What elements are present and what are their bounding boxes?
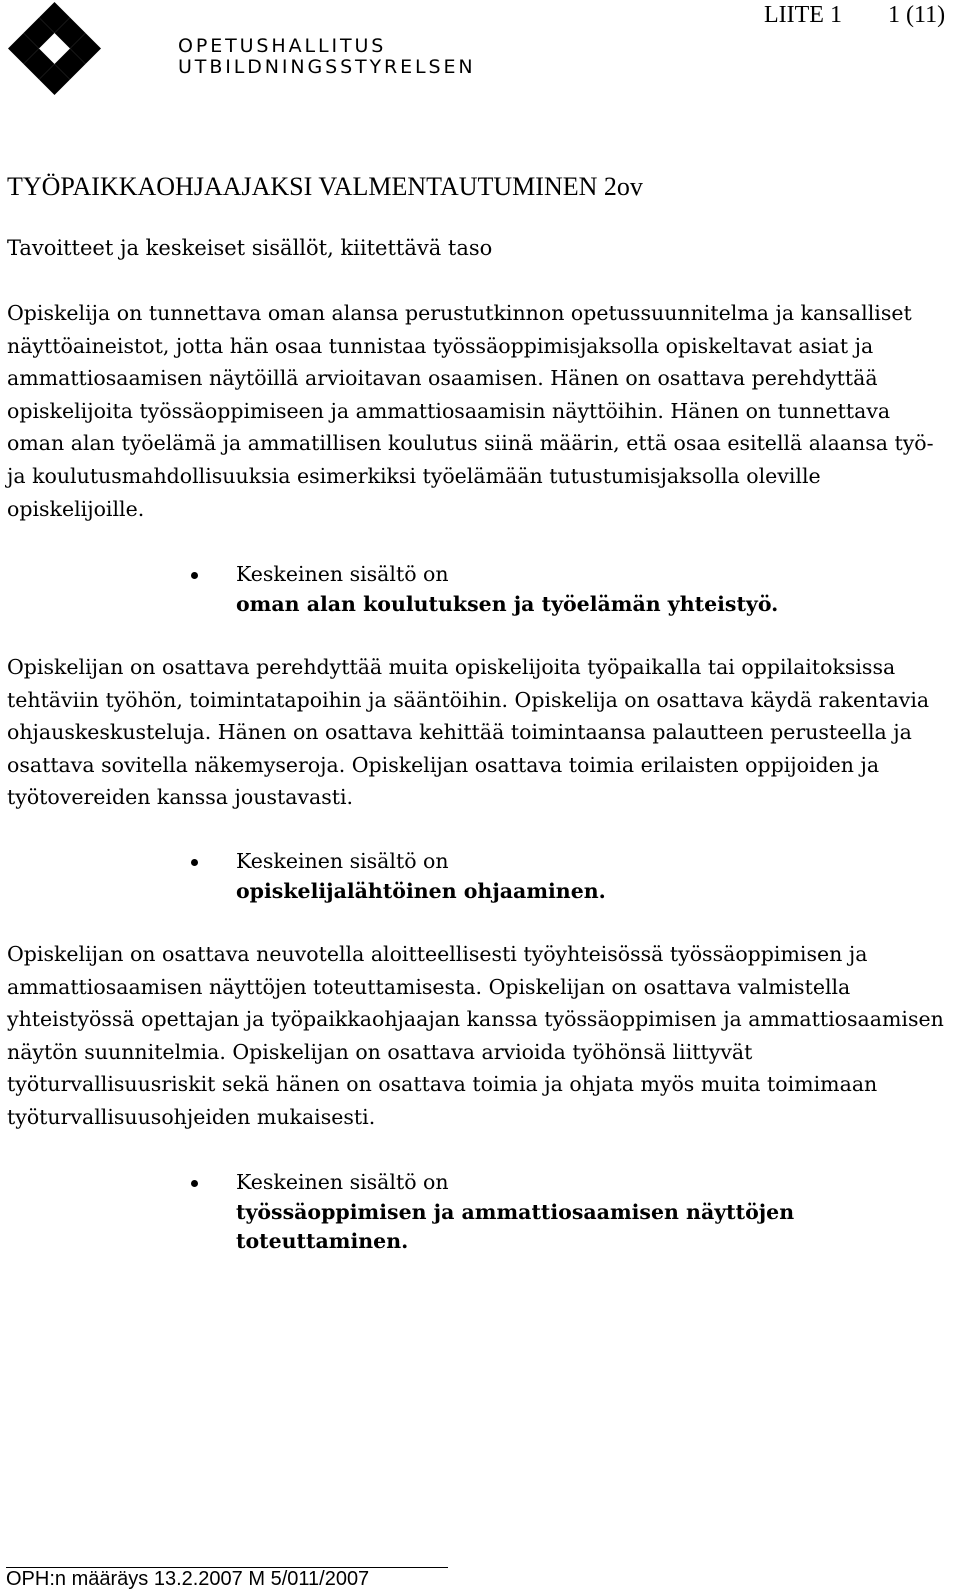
bullet-value: opiskelijalähtöinen ohjaaminen. xyxy=(236,878,606,903)
bullet-icon xyxy=(191,1180,198,1187)
paragraph-1: Opiskelija on tunnettava oman alansa perustutkinnon opetussuunnitelma ja kansalliset näyttöaineistot, jotta hän osaa tunnistaa työssäoppimisjaksolla opiskeltavat asiat ja ammattiosaamisen näytöillä arvioitavan osaamisen. Hänen on osattava perehdyttää opiskelijoita työssäoppimiseen ja ammattiosaamisin näyttöihin. Hänen on tunnettava oman alan työelämä ja ammatillisen koulutus siinä määrin, että osaa esitellä alaansa työ- ja koulutusmahdollisuuksia esimerkiksi työelämään tutustumisjaksolla oleville opiskelijoille. xyxy=(7,301,934,521)
org-name-swedish: UTBILDNINGSSTYRELSEN xyxy=(178,56,476,78)
key-content-bullet-2 xyxy=(186,847,946,906)
bullet-icon xyxy=(191,572,198,579)
attachment-label: LIITE 1 xyxy=(764,2,842,28)
bullet-label: Keskeinen sisältö on xyxy=(236,849,449,873)
footer-reference: OPH:n määräys 13.2.2007 M 5/011/2007 xyxy=(6,1568,370,1590)
org-name-finnish: OPETUSHALLITUS xyxy=(178,35,387,57)
page-number: 1 (11) xyxy=(888,2,946,28)
bullet-label: Keskeinen sisältö on xyxy=(236,1170,449,1194)
organization-name xyxy=(178,36,476,78)
bullet-value: työssäoppimisen ja ammattiosaamisen näyttöjen toteuttaminen. xyxy=(236,1199,795,1253)
key-content-bullet-3 xyxy=(186,1168,946,1257)
bullet-label: Keskeinen sisältö on xyxy=(236,562,449,586)
opetushallitus-logo xyxy=(6,2,103,99)
key-content-bullet-1 xyxy=(186,560,946,619)
document-subtitle: Tavoitteet ja keskeiset sisällöt, kiitettävä taso xyxy=(7,236,493,260)
paragraph-3: Opiskelijan on osattava neuvotella aloitteellisesti työyhteisössä työssäoppimisen ja ammattiosaamisen näyttöjen toteuttamisesta. Opiskelijan on osattava valmistella yhteistyössä opettajan ja työpaikkaohjaajan kanssa työssäoppimisen ja ammattiosaamisen näytön suunnitelmia. Opiskelijan on osattava arvioida työhönsä liittyvät työturvallisuusriskit sekä hänen on osattava toimia ja ohjata myös muita toimimaan työturvallisuusohjeiden mukaisesti. xyxy=(7,942,944,1129)
document-title: TYÖPAIKKAOHJAAJAKSI VALMENTAUTUMINEN 2ov xyxy=(7,172,643,201)
bullet-icon xyxy=(191,859,198,866)
paragraph-2: Opiskelijan on osattava perehdyttää muita opiskelijoita työpaikalla tai oppilaitoksissa tehtäviin työhön, toimintatapoihin ja sääntöihin. Opiskelija on osattava käydä rakentavia ohjauskeskusteluja. Hänen on osattava kehittää toimintaansa palautteen perusteella ja osattava sovitella näkemyseroja. Opiskelijan osattava toimia erilaisten oppijoiden ja työtovereiden kanssa joustavasti. xyxy=(7,655,930,810)
bullet-value: oman alan koulutuksen ja työelämän yhteistyö. xyxy=(236,591,779,616)
